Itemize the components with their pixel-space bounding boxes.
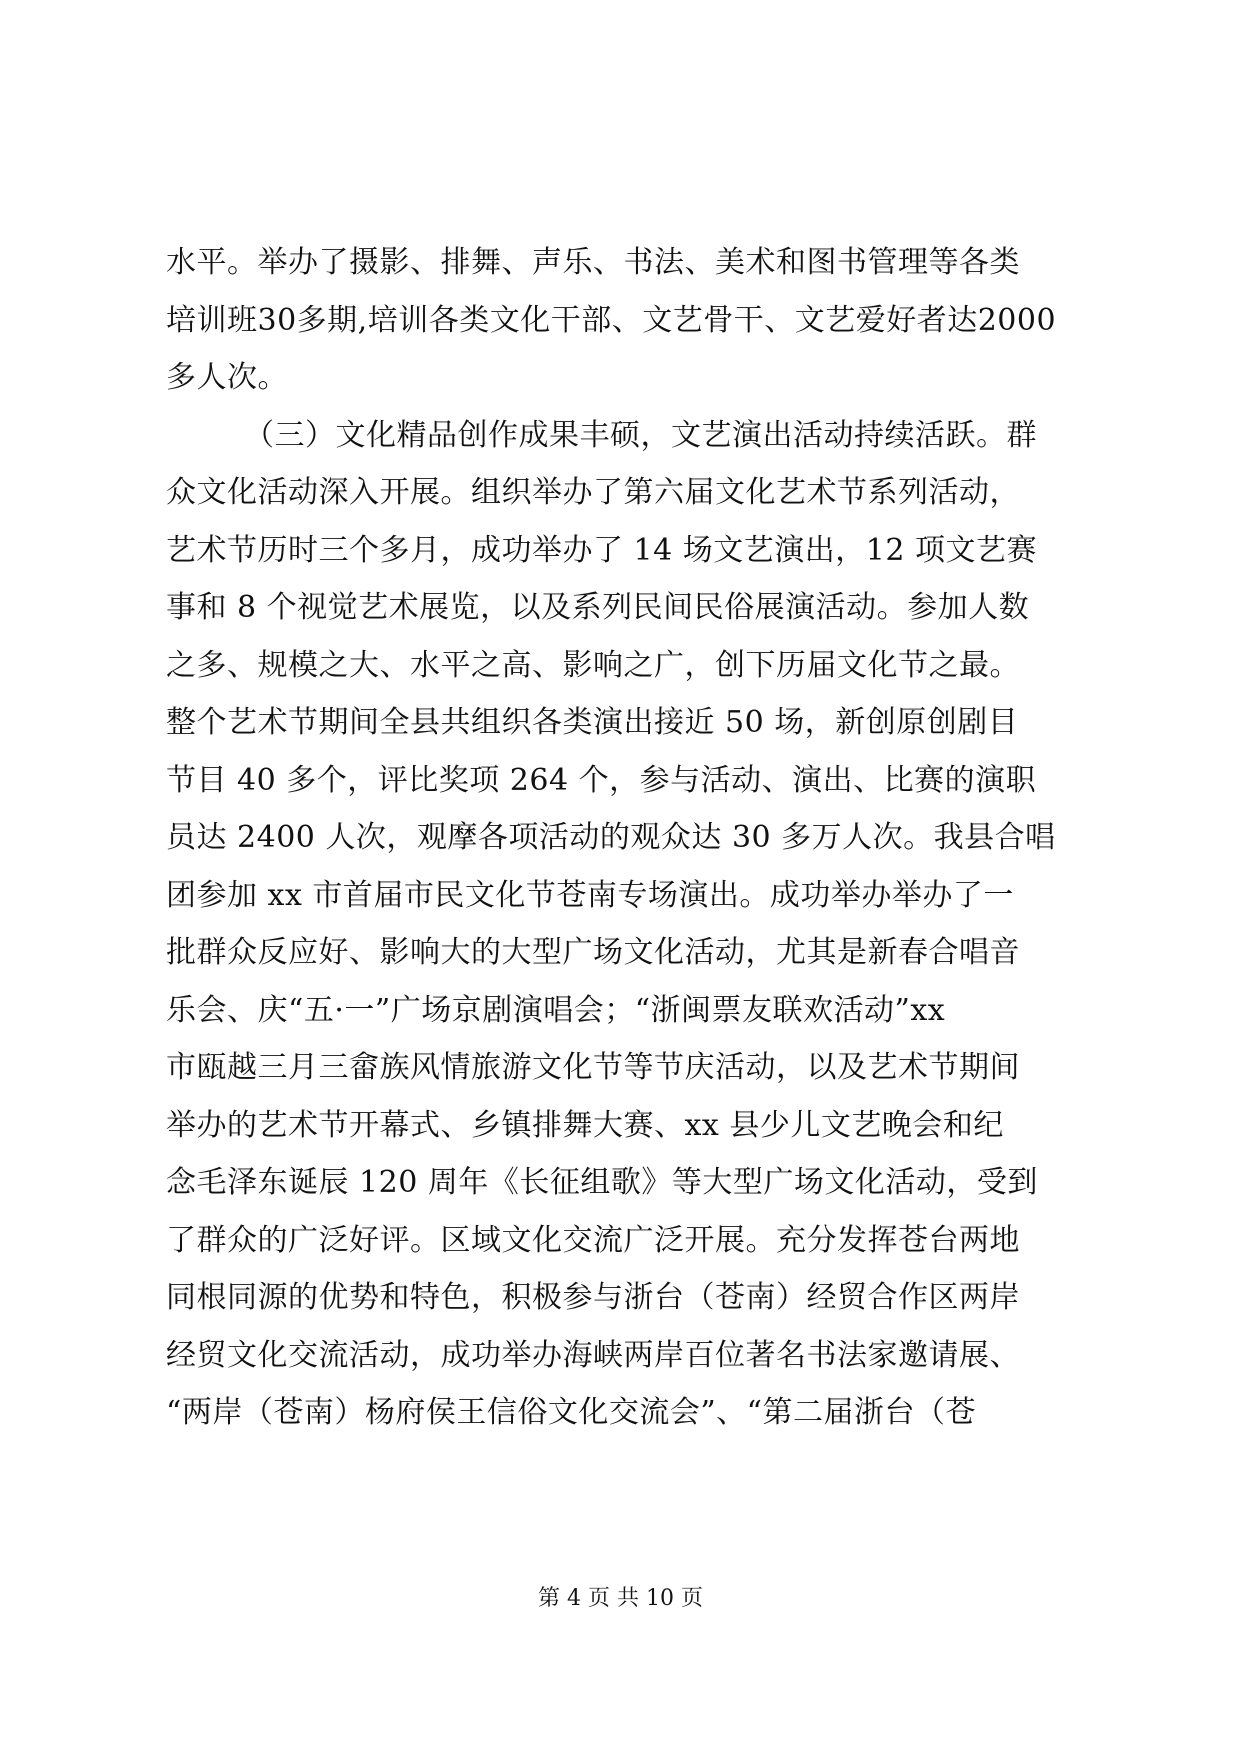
text-line: 念毛泽东诞辰 120 周年《长征组歌》等大型广场文化活动，受到 xyxy=(166,1165,1038,1200)
text-line: 同根同源的优势和特色，积极参与浙台（苍南）经贸合作区两岸 xyxy=(166,1280,1020,1315)
text-line: 之多、规模之大、水平之高、影响之广，创下历届文化节之最。 xyxy=(166,647,1020,683)
text-line: 市瓯越三月三畲族风情旅游文化节等节庆活动，以及艺术节期间 xyxy=(166,1050,1020,1085)
text-line: 众文化活动深入开展。组织举办了第六届文化艺术节系列活动， xyxy=(166,475,1020,510)
text-line: 水平。举办了摄影、排舞、声乐、书法、美术和图书管理等各类 xyxy=(166,245,1020,280)
text-line: 艺术节历时三个多月，成功举办了 14 场文艺演出，12 项文艺赛 xyxy=(166,532,1037,568)
page-number-footer: 第 4 页 共 10 页 xyxy=(538,1586,703,1611)
text-line: 团参加 xx 市首届市民文化节苍南专场演出。成功举办举办了一 xyxy=(166,877,1014,913)
text-line: 整个艺术节期间全县共组织各类演出接近 50 场，新创原创剧目 xyxy=(166,705,1019,740)
text-line: 培训班30多期,培训各类文化干部、文艺骨干、文艺爱好者达2000 xyxy=(166,302,1057,338)
text-line: 节目 40 多个，评比奖项 264 个，参与活动、演出、比赛的演职 xyxy=(166,762,1037,798)
text-line: 事和 8 个视觉艺术展览，以及系列民间民俗展演活动。参加人数 xyxy=(166,590,1030,625)
text-line: 多人次。 xyxy=(166,360,288,395)
text-line: 经贸文化交流活动，成功举办海峡两岸百位著名书法家邀请展、 xyxy=(166,1337,1020,1373)
paragraph-start-line: （三）文化精品创作成果丰硕，文艺演出活动持续活跃。群 xyxy=(244,417,1037,453)
body-text xyxy=(166,234,1086,1442)
text-line: 乐会、庆“五·一”广场京剧演唱会；“浙闽票友联欢活动”xx xyxy=(166,992,946,1028)
text-line: 批群众反应好、影响大的大型广场文化活动，尤其是新春合唱音 xyxy=(166,935,1020,970)
text-line: 举办的艺术节开幕式、乡镇排舞大赛、xx 县少儿文艺晚会和纪 xyxy=(166,1107,1004,1143)
text-line: “两岸（苍南）杨府侯王信俗文化交流会”、“第二届浙台（苍 xyxy=(166,1395,977,1430)
text-line: 了群众的广泛好评。区域文化交流广泛开展。充分发挥苍台两地 xyxy=(166,1222,1020,1258)
text-line: 员达 2400 人次，观摩各项活动的观众达 30 多万人次。我县合唱 xyxy=(166,820,1056,855)
